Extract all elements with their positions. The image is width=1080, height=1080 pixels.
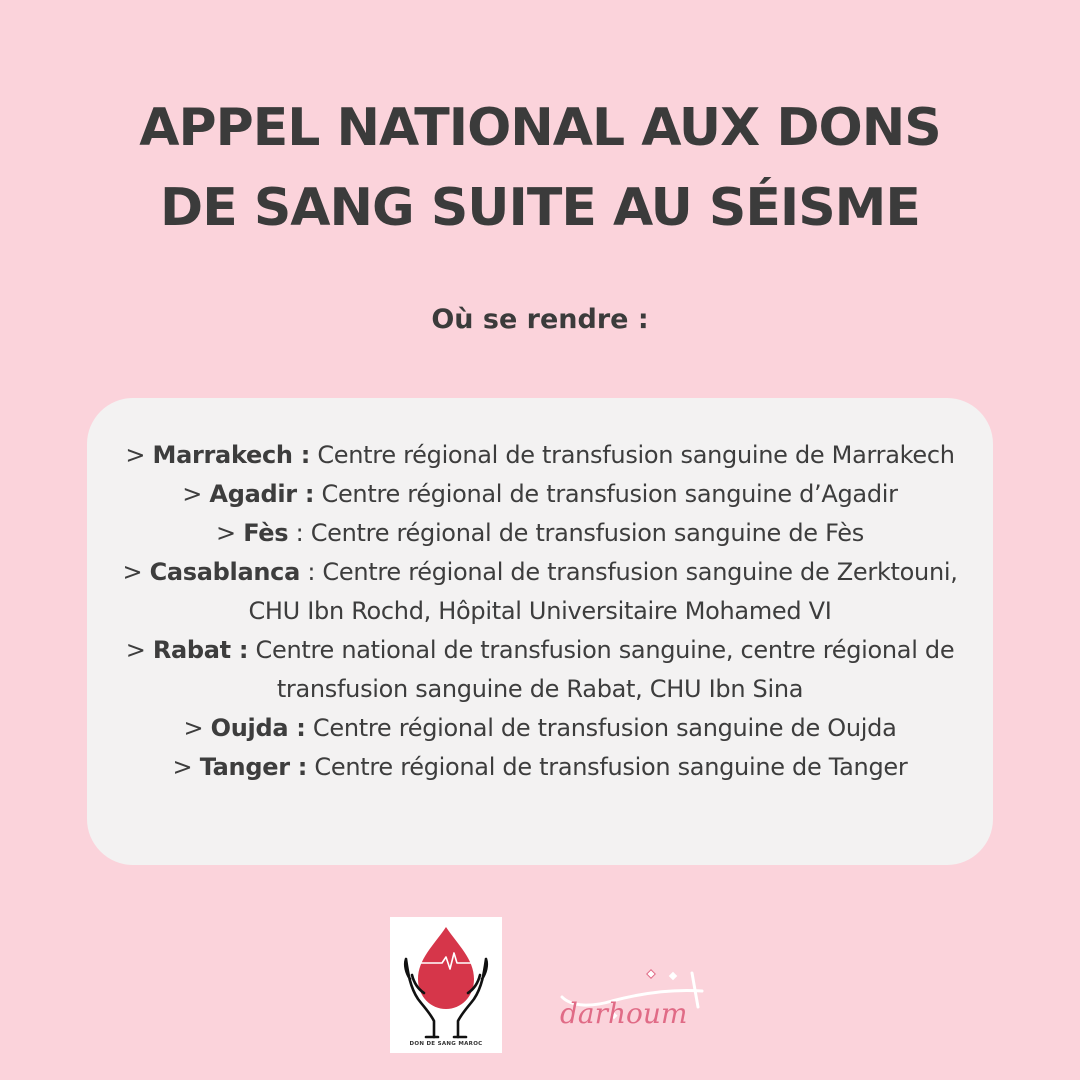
location-city: Rabat : xyxy=(152,636,249,664)
location-text: Centre régional de transfusion sanguine de Tanger xyxy=(307,753,908,781)
location-item-marrakech xyxy=(117,436,963,475)
location-text: : Centre régional de transfusion sanguine de Fès xyxy=(288,519,864,547)
blood-drop-hands-icon xyxy=(390,917,502,1053)
location-item-oujda xyxy=(117,709,963,748)
page-title xyxy=(0,88,1080,248)
subtitle: Où se rendre : xyxy=(431,304,649,335)
location-prefix: > xyxy=(125,441,153,469)
location-item-fes xyxy=(117,514,963,553)
location-text: Centre national de transfusion sanguine, centre régional de transfusion sanguine de Rabat, CHU Ibn Sina xyxy=(248,636,955,703)
location-city: Fès xyxy=(243,519,289,547)
location-prefix: > xyxy=(172,753,200,781)
location-city: Oujda : xyxy=(210,714,306,742)
bint-darhoum-logo xyxy=(552,967,712,1047)
location-item-tanger xyxy=(117,748,963,787)
location-city: Marrakech : xyxy=(152,441,311,469)
location-text: Centre régional de transfusion sanguine de Oujda xyxy=(305,714,897,742)
location-text: Centre régional de transfusion sanguine d’Agadir xyxy=(314,480,898,508)
location-prefix: > xyxy=(216,519,244,547)
location-item-rabat xyxy=(117,631,963,709)
location-city: Tanger : xyxy=(199,753,308,781)
location-text: : Centre régional de transfusion sanguine de Zerktouni, CHU Ibn Rochd, Hôpital Universitaire Mohamed VI xyxy=(248,558,958,625)
location-city: Agadir : xyxy=(209,480,315,508)
brand-name-text: darhoum xyxy=(560,997,688,1030)
logos-row xyxy=(0,915,1080,1055)
location-prefix: > xyxy=(182,480,210,508)
locations-list xyxy=(117,436,963,787)
location-text: Centre régional de transfusion sanguine de Marrakech xyxy=(310,441,955,469)
title-line-2: DE SANG SUITE AU SÉISME xyxy=(160,178,920,238)
location-prefix: > xyxy=(122,558,150,586)
bint-darhoum-wordmark-icon xyxy=(552,967,712,1047)
location-prefix: > xyxy=(125,636,153,664)
location-prefix: > xyxy=(183,714,211,742)
location-item-casablanca xyxy=(117,553,963,631)
locations-card xyxy=(87,398,993,865)
blood-donation-logo xyxy=(390,917,502,1053)
title-line-1: APPEL NATIONAL AUX DONS xyxy=(139,98,941,158)
location-item-agadir xyxy=(117,475,963,514)
location-city: Casablanca xyxy=(149,558,300,586)
blood-logo-caption: DON DE SANG MAROC xyxy=(409,1041,483,1047)
